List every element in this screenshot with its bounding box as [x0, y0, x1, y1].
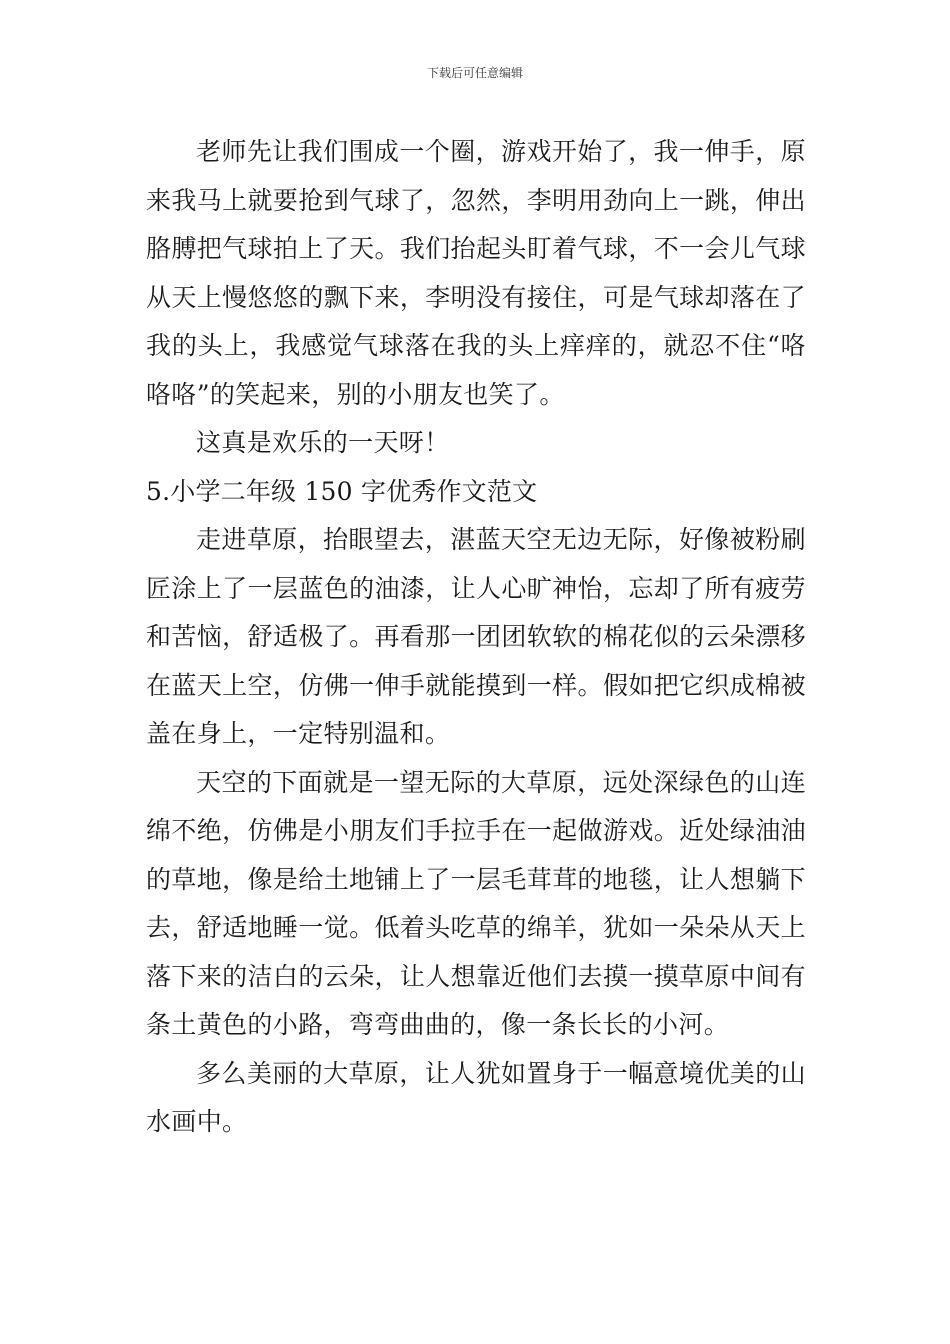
paragraph-grassland: 天空的下面就是一望无际的大草原，远处深绿色的山连绵不绝，仿佛是小朋友们手拉手在一起做游戏。近处绿油油的草地，像是给土地铺上了一层毛茸茸的地毯，让人想躺下去，舒适地睡一觉。低着头吃草的绵羊，犹如一朵朵从天上落下来的洁白的云朵，让人想靠近他们去摸一摸草原中间有条土黄色的小路，弯弯曲曲的，像一条长长的小河。 — [146, 767, 806, 1039]
paragraph-conclusion: 多么美丽的大草原，让人犹如置身于一幅意境优美的山水画中。 — [146, 1058, 806, 1136]
page-header-note: 下载后可任意编辑 — [426, 66, 523, 80]
section-heading: 5.小学二年级 150 字优秀作文范文 — [146, 476, 538, 506]
paragraph-balloon-game: 老师先让我们围成一个圈，游戏开始了，我一伸手，原来我马上就要抢到气球了，忽然，李明用劲向上一跳，伸出胳膊把气球拍上了天。我们抬起头盯着气球，不一会儿气球从天上慢悠悠的飘下来，李明没有接住，可是气球却落在了我的头上，我感觉气球落在我的头上痒痒的，就忍不住“咯咯咯”的笑起来，别的小朋友也笑了。 — [146, 137, 806, 409]
paragraph-happy-day: 这真是欢乐的一天呀！ — [196, 428, 450, 457]
document-body — [146, 128, 806, 1147]
paragraph-sky: 走进草原，抬眼望去，湛蓝天空无边无际，好像被粉刷匠涂上了一层蓝色的油漆，让人心旷神怡，忘却了所有疲劳和苦恼，舒适极了。再看那一团团软软的棉花似的云朵漂移在蓝天上空，仿佛一伸手就能摸到一样。假如把它织成棉被盖在身上，一定特别温和。 — [146, 525, 806, 748]
